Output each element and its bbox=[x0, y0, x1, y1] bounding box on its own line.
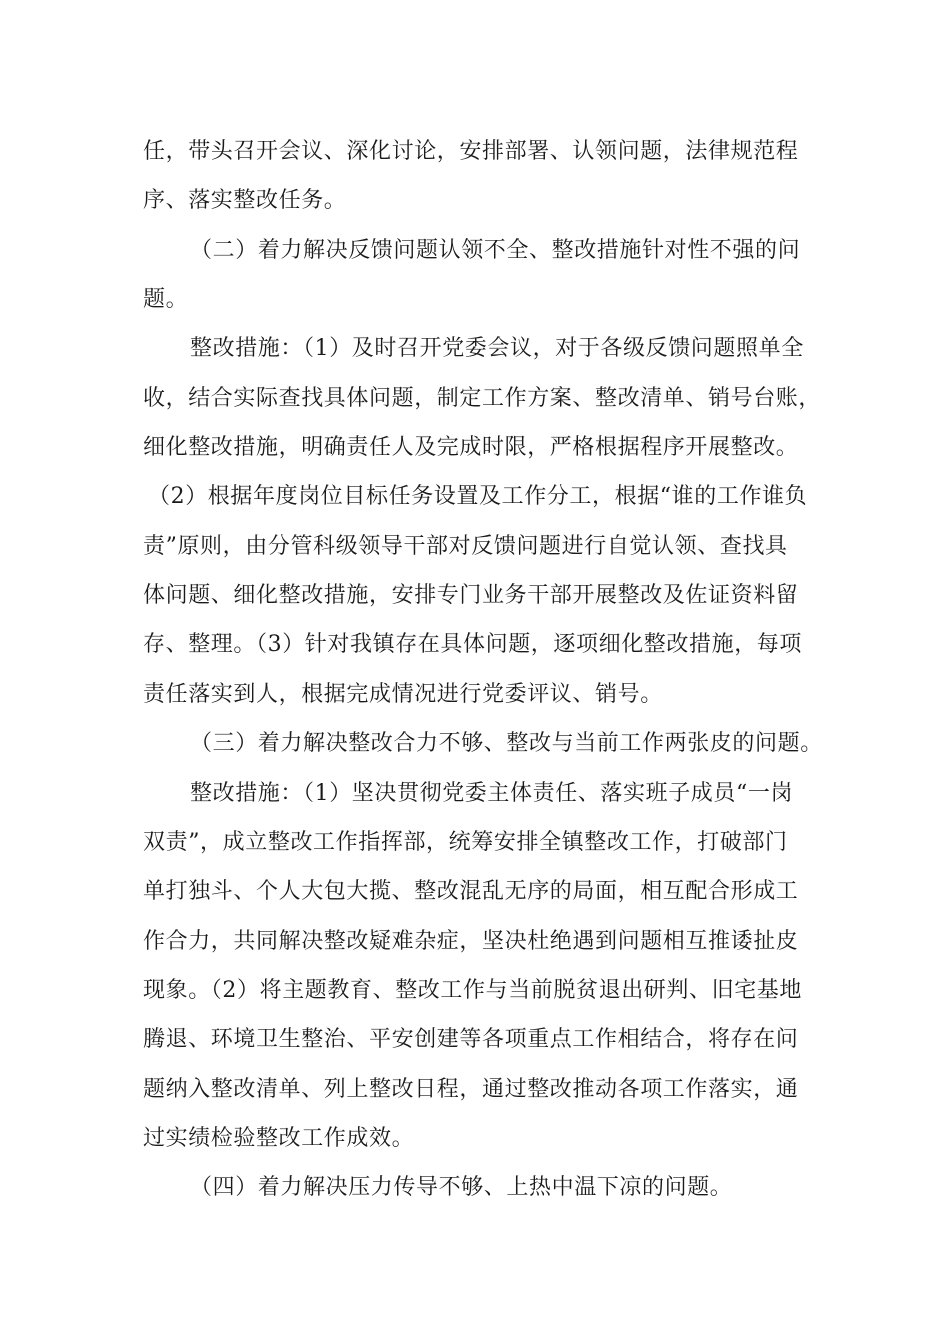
body-line: 现象。（2）将主题教育、整改工作与当前脱贫退出研判、旧宅基地 bbox=[143, 978, 802, 1003]
section-heading-4: （四）着力解决压力传导不够、上热中温下凉的问题。 bbox=[190, 1175, 733, 1200]
section-heading-3: （三）着力解决整改合力不够、整改与当前工作两张皮的问题。 bbox=[190, 731, 823, 756]
body-line: 作合力，共同解决整改疑难杂症，坚决杜绝遇到问题相互推诿扯皮 bbox=[143, 929, 799, 954]
body-line: 整改措施：（1）及时召开党委会议，对于各级反馈问题照单全 bbox=[190, 336, 804, 361]
body-line: 任，带头召开会议、深化讨论，安排部署、认领问题，法律规范程 bbox=[143, 139, 799, 164]
body-line: 腾退、环境卫生整治、平安创建等各项重点工作相结合，将存在问 bbox=[143, 1027, 799, 1052]
body-line: 责任落实到人，根据完成情况进行党委评议、销号。 bbox=[143, 682, 663, 707]
body-line: （2）根据年度岗位目标任务设置及工作分工，根据“谁的工作谁负 bbox=[148, 484, 808, 509]
body-line: 题纳入整改清单、列上整改日程，通过整改推动各项工作落实，通 bbox=[143, 1077, 799, 1102]
body-line: 体问题、细化整改措施，安排专门业务干部开展整改及佐证资料留 bbox=[143, 583, 799, 608]
body-line: 存、整理。（3）针对我镇存在具体问题，逐项细化整改措施，每项 bbox=[143, 632, 802, 657]
body-line: 整改措施：（1）坚决贯彻党委主体责任、落实班子成员“一岗 bbox=[190, 781, 794, 806]
body-line: 题。 bbox=[143, 287, 189, 312]
body-line: 过实绩检验整改工作成效。 bbox=[143, 1126, 415, 1151]
body-line: 单打独斗、个人大包大揽、整改混乱无序的局面，相互配合形成工 bbox=[143, 879, 799, 904]
section-heading-2: （二）着力解决反馈问题认领不全、整改措施针对性不强的问 bbox=[190, 238, 801, 263]
body-line: 序、落实整改任务。 bbox=[143, 188, 347, 213]
body-line: 细化整改措施，明确责任人及完成时限，严格根据程序开展整改。 bbox=[143, 435, 799, 460]
body-line: 责”原则，由分管科级领导干部对反馈问题进行自觉认领、查找具 bbox=[143, 534, 788, 559]
body-line: 双责”，成立整改工作指挥部，统筹安排全镇整改工作，打破部门 bbox=[143, 830, 788, 855]
body-line: 收，结合实际查找具体问题，制定工作方案、整改清单、销号台账， bbox=[143, 386, 822, 411]
